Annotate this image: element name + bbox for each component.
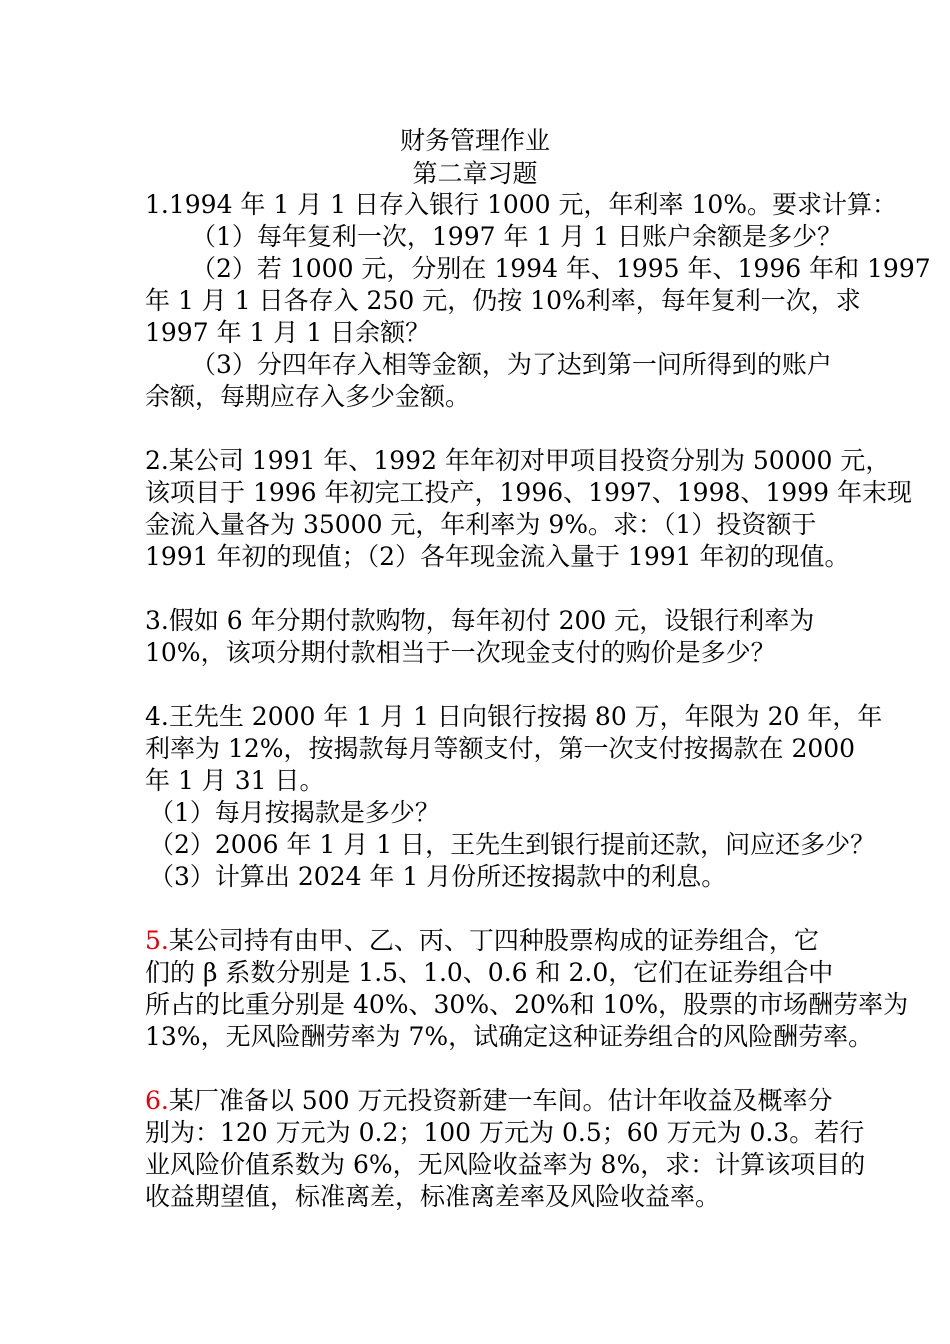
- question-4: [145, 701, 883, 893]
- paragraph-gap: [145, 893, 857, 925]
- document-body: [145, 189, 931, 1213]
- question-1-line: （3）分四年存入相等金额，为了达到第一问所得到的账户: [191, 350, 832, 379]
- question-4-line: 4.王先生 2000 年 1 月 1 日向银行按揭 80 万，年限为 20 年，年: [145, 702, 883, 731]
- question-2-line: 1991 年初的现值；（2）各年现金流入量于 1991 年初的现值。: [145, 542, 850, 571]
- paragraph-gap: [145, 669, 857, 701]
- question-1-line: 1997 年 1 月 1 日余额？: [145, 318, 431, 347]
- question-4-line: （3）计算出 2024 年 1 月份所还按揭款中的利息。: [149, 862, 727, 891]
- question-1: [145, 189, 931, 413]
- question-number: 6.: [145, 1086, 169, 1115]
- question-4-line: 年 1 月 31 日。: [145, 766, 325, 795]
- document-subtitle: 第二章习题: [412, 159, 538, 188]
- document-title: 财务管理作业: [399, 126, 550, 155]
- question-5-line: 13%，无风险酬劳率为 7%，试确定这种证券组合的风险酬劳率。: [145, 1022, 874, 1051]
- question-2-line: 2.某公司 1991 年、1992 年年初对甲项目投资分别为 50000 元，: [145, 446, 891, 475]
- question-6: [145, 1085, 866, 1213]
- question-2-line: 该项目于 1996 年初完工投产，1996、1997、1998、1999 年末现: [145, 478, 912, 507]
- question-2-line: 金流入量各为 35000 元，年利率为 9%。求：（1）投资额于: [145, 510, 817, 539]
- paragraph-gap: [145, 573, 857, 605]
- question-6-line: 收益期望值，标准离差，标准离差率及风险收益率。: [145, 1182, 721, 1211]
- question-number: 5.: [145, 926, 169, 955]
- question-1-line: 年 1 月 1 日各存入 250 元，仍按 10%利率，每年复利一次，求: [145, 286, 861, 315]
- question-5: [145, 925, 909, 1053]
- paragraph-gap: [145, 413, 857, 445]
- question-3-line: 3.假如 6 年分期付款购物，每年初付 200 元，设银行利率为: [145, 606, 815, 635]
- question-5-text: 某公司持有由甲、乙、丙、丁四种股票构成的证券组合，它: [168, 926, 819, 955]
- question-5-line: 们的 β 系数分别是 1.5、1.0、0.6 和 2.0，它们在证券组合中: [145, 958, 834, 987]
- question-3: [145, 605, 857, 669]
- question-1-line: 1.1994 年 1 月 1 日存入银行 1000 元，年利率 10%。要求计算：: [145, 190, 898, 219]
- question-6-line: 别为：120 万元为 0.2；100 万元为 0.5；60 万元为 0.3。若行: [145, 1118, 865, 1147]
- question-6-line: 业风险价值系数为 6%，无风险收益率为 8%，求：计算该项目的: [145, 1150, 866, 1179]
- question-6-text: 某厂准备以 500 万元投资新建一车间。估计年收益及概率分: [168, 1086, 833, 1115]
- question-3-line: 10%，该项分期付款相当于一次现金支付的购价是多少？: [145, 638, 776, 667]
- question-5-line: 所占的比重分别是 40%、30%、20%和 10%，股票的市场酬劳率为: [145, 990, 909, 1019]
- question-1-line: （1）每年复利一次，1997 年 1 月 1 日账户余额是多少？: [191, 222, 843, 251]
- question-4-line: 利率为 12%，按揭款每月等额支付，第一次支付按揭款在 2000: [145, 734, 856, 763]
- question-1-line: （2）若 1000 元，分别在 1994 年、1995 年、1996 年和 1997: [191, 254, 931, 283]
- question-5-line: [145, 925, 857, 957]
- question-2: [145, 445, 912, 573]
- question-4-line: （2）2006 年 1 月 1 日，王先生到银行提前还款，问应还多少？: [149, 830, 876, 859]
- question-6-line: [145, 1085, 857, 1117]
- paragraph-gap: [145, 1053, 857, 1085]
- question-4-line: （1）每月按揭款是多少？: [149, 798, 440, 827]
- question-1-line: 余额，每期应存入多少金额。: [145, 382, 471, 411]
